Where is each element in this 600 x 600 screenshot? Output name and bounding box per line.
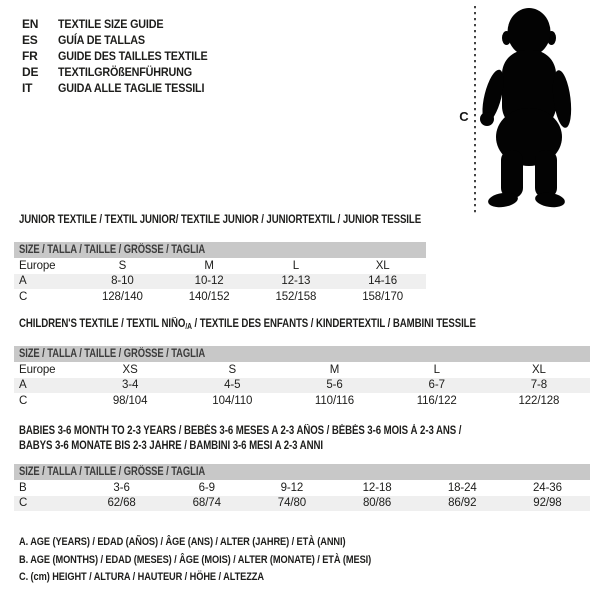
row-label: A xyxy=(19,379,27,392)
table-cell: 14-16 xyxy=(368,275,398,288)
size-header-label: SIZE / TALLA / TAILLE / GRÖSSE / TAGLIA xyxy=(19,466,206,478)
row-label: C xyxy=(19,394,28,407)
table-cell: 62/68 xyxy=(107,497,136,510)
table-cell: 158/170 xyxy=(362,290,404,303)
children-table xyxy=(14,346,590,409)
table-row xyxy=(14,289,426,305)
table-cell: XL xyxy=(375,259,390,272)
table-row xyxy=(14,378,590,394)
children-title-main: CHILDREN'S TEXTILE / TEXTIL NIÑO xyxy=(19,318,186,330)
table-cell: 3-6 xyxy=(113,481,130,494)
size-header-bar xyxy=(14,242,426,258)
language-row xyxy=(22,16,224,32)
table-cell: 12-18 xyxy=(362,481,392,494)
row-label: A xyxy=(19,275,27,288)
table-cell: 92/98 xyxy=(533,497,562,510)
baby-silhouette-svg xyxy=(440,0,600,220)
language-row xyxy=(22,48,224,64)
table-cell: L xyxy=(433,363,440,376)
row-label: Europe xyxy=(19,259,56,272)
table-cell: 5-6 xyxy=(326,379,343,392)
babies-table-title xyxy=(19,424,461,453)
table-cell: 116/122 xyxy=(416,394,457,407)
table-cell: 74/80 xyxy=(277,497,307,510)
row-label: C xyxy=(19,290,28,303)
table-cell: 6-7 xyxy=(428,379,445,392)
table-cell: XL xyxy=(531,363,546,376)
language-title: GUIDA ALLE TAGLIE TESSILI xyxy=(58,81,205,95)
legend-line-a: A. AGE (YEARS) / EDAD (AÑOS) / ÂGE (ANS) / ALTER (JAHRE) / ETÀ (ANNI) xyxy=(19,536,346,548)
babies-title-line1: BABIES 3-6 MONTH TO 2-3 YEARS / BEBÉS 3-6 MESES A 2-3 AÑOS / BÉBÉS 3-6 MOIS À 2-3 ANS / xyxy=(19,425,462,437)
table-cell: 3-4 xyxy=(121,379,139,392)
table-cell: S xyxy=(228,363,237,376)
size-header-bar xyxy=(14,346,590,362)
table-cell: 98/104 xyxy=(112,394,148,407)
row-label: Europe xyxy=(19,363,56,376)
table-cell: S xyxy=(118,259,127,272)
table-row xyxy=(14,393,590,409)
table-row xyxy=(14,362,590,378)
table-cell: 140/152 xyxy=(188,290,230,303)
babies-title-line2: BABYS 3-6 MONATE BIS 2-3 JAHRE / BAMBINI 3-6 MESI A 2-3 ANNI xyxy=(19,439,323,452)
table-cell: 68/74 xyxy=(192,497,221,510)
babies-table xyxy=(14,464,590,511)
children-title-sub: /A xyxy=(185,322,192,331)
table-row xyxy=(14,496,590,512)
table-cell: 18-24 xyxy=(447,481,477,494)
language-list xyxy=(22,16,224,96)
table-cell: 122/128 xyxy=(518,394,560,407)
row-label: C xyxy=(19,497,28,510)
table-cell: 8-10 xyxy=(111,275,134,288)
table-cell: 24-36 xyxy=(532,481,562,494)
language-row xyxy=(22,32,224,48)
children-table-title xyxy=(19,318,476,331)
baby-silhouette xyxy=(478,8,574,209)
table-cell: 152/158 xyxy=(275,290,317,303)
language-title: GUÍA DE TALLAS xyxy=(58,33,145,47)
table-cell: 12-13 xyxy=(281,275,311,288)
table-cell: 6-9 xyxy=(198,481,215,494)
junior-table-title: JUNIOR TEXTILE / TEXTIL JUNIOR/ TEXTILE JUNIOR / JUNIORTEXTIL / JUNIOR TESSILE xyxy=(19,214,422,226)
table-cell: 4-5 xyxy=(224,379,241,392)
table-cell: 86/92 xyxy=(448,497,477,510)
table-row xyxy=(14,480,590,496)
table-cell: L xyxy=(292,259,300,272)
row-label: B xyxy=(19,481,27,494)
size-header-label: SIZE / TALLA / TAILLE / GRÖSSE / TAGLIA xyxy=(19,348,206,360)
table-cell: 9-12 xyxy=(280,481,304,494)
language-code: EN xyxy=(22,17,39,31)
table-row xyxy=(14,274,426,290)
language-title: GUIDE DES TAILLES TEXTILE xyxy=(58,49,208,63)
language-title: TEXTILGRÖßENFÜHRUNG xyxy=(58,65,192,79)
language-code: IT xyxy=(22,81,33,95)
language-code: FR xyxy=(22,49,38,63)
children-title-rest: / TEXTILE DES ENFANTS / KINDERTEXTIL / BAMBINI TESSILE xyxy=(191,318,476,330)
table-cell: M xyxy=(329,363,340,376)
language-code: ES xyxy=(22,33,38,47)
table-row xyxy=(14,258,426,274)
size-header-bar xyxy=(14,464,590,480)
legend xyxy=(19,534,438,587)
legend-line-c: C. (cm) HEIGHT / ALTURA / HAUTEUR / HÖHE / ALTEZZA xyxy=(19,571,264,583)
table-cell: 80/86 xyxy=(362,497,392,510)
junior-table xyxy=(14,242,426,305)
language-title: TEXTILE SIZE GUIDE xyxy=(58,17,164,31)
table-cell: XS xyxy=(122,363,138,376)
language-row xyxy=(22,80,224,96)
language-code: DE xyxy=(22,65,39,79)
table-cell: 10-12 xyxy=(194,275,224,288)
size-header-label: SIZE / TALLA / TAILLE / GRÖSSE / TAGLIA xyxy=(19,244,206,256)
legend-line-b: B. AGE (MONTHS) / EDAD (MESES) / ÂGE (MOIS) / ALTER (MONATE) / ETÀ (MESI) xyxy=(19,553,372,566)
table-cell: M xyxy=(204,259,214,272)
table-cell: 7-8 xyxy=(530,379,548,392)
table-cell: 104/110 xyxy=(212,394,253,407)
table-cell: 128/140 xyxy=(101,290,143,303)
language-row xyxy=(22,64,224,80)
baby-figure xyxy=(440,0,600,220)
table-cell: 110/116 xyxy=(314,394,355,407)
measure-label-c: C xyxy=(459,109,469,124)
